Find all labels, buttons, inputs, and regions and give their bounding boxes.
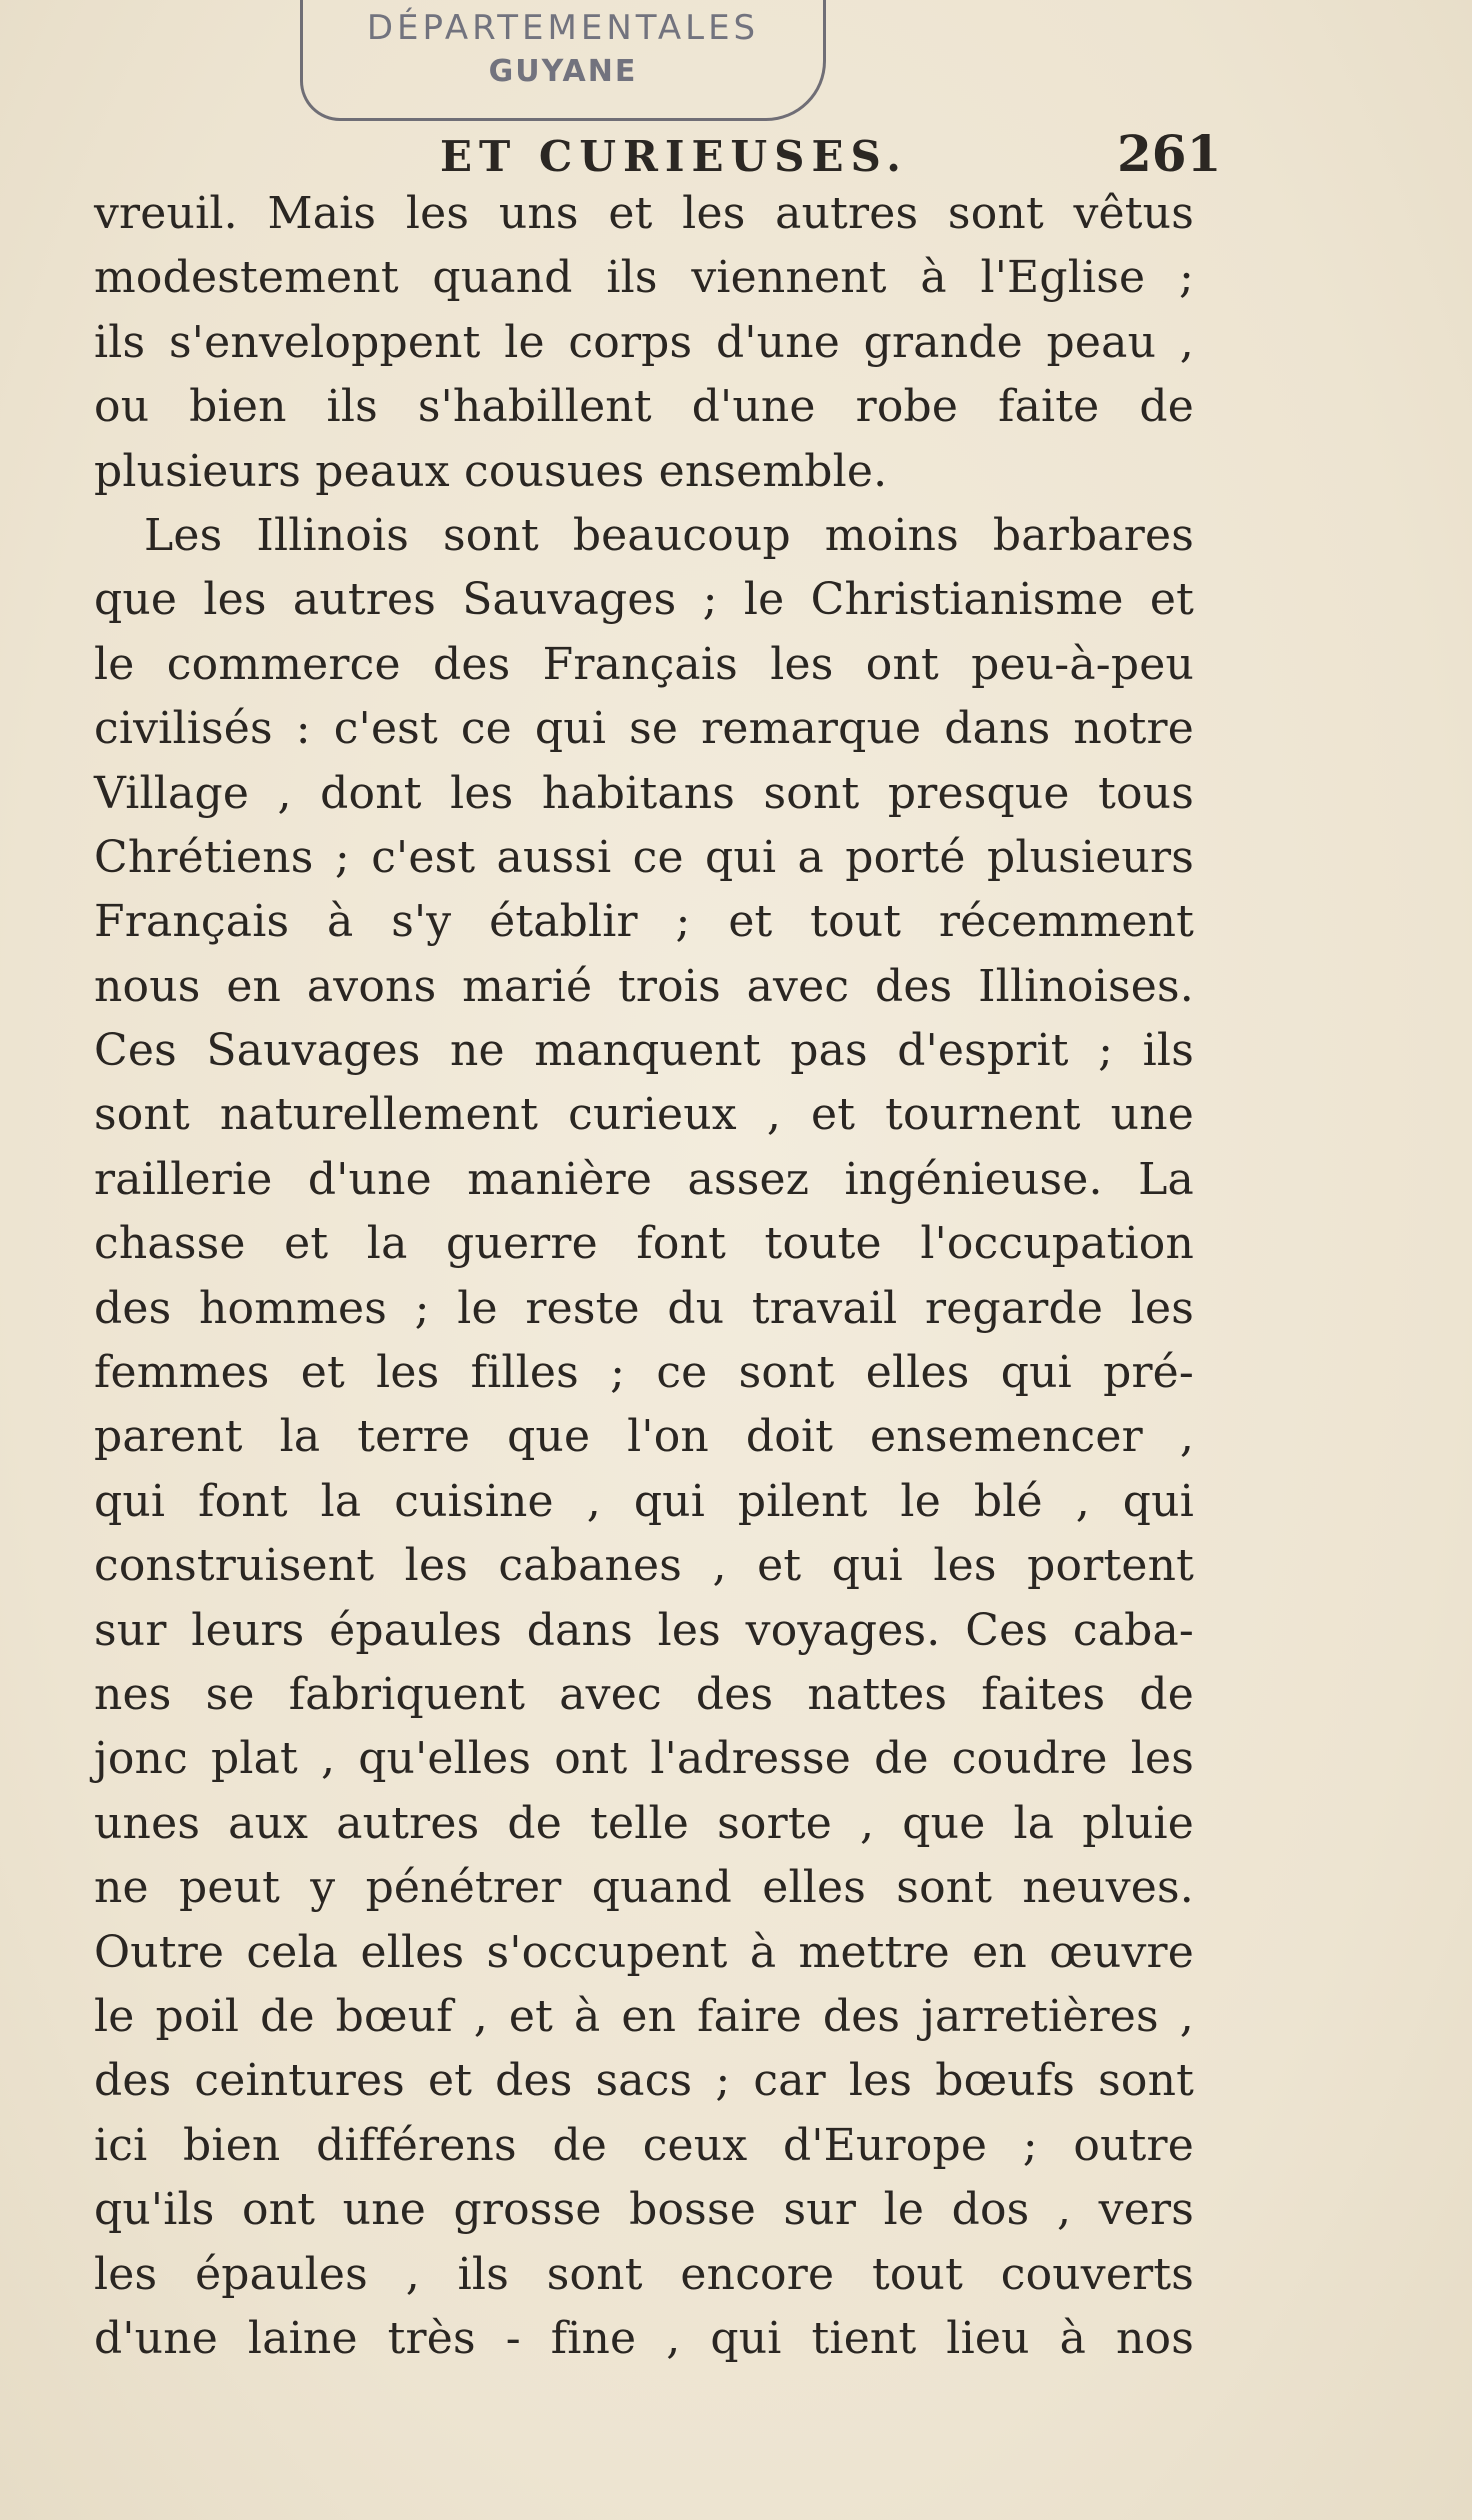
text-line: Les Illinois sont beaucoup moins barbares — [144, 509, 1194, 561]
text-line: d'une laine très - fine , qui tient lieu à nos — [94, 2312, 1194, 2364]
text-line: le poil de bœuf , et à en faire des jarretières , — [94, 1990, 1194, 2042]
text-line: plusieurs peaux cousues ensemble. — [94, 445, 888, 497]
body-text — [94, 182, 1194, 2371]
text-line: nous en avons marié trois avec des Illinoises. — [94, 960, 1194, 1012]
text-line: ils s'enveloppent le corps d'une grande peau , — [94, 316, 1194, 368]
text-line: Chrétiens ; c'est aussi ce qui a porté plusieurs — [94, 831, 1194, 883]
text-line: nes se fabriquent avec des nattes faites de — [94, 1668, 1194, 1720]
text-line: qui font la cuisine , qui pilent le blé , qui — [94, 1475, 1194, 1527]
text-line: ou bien ils s'habillent d'une robe faite de — [94, 381, 1194, 433]
text-line: parent la terre que l'on doit ensemencer , — [94, 1411, 1194, 1463]
text-line: Français à s'y établir ; et tout récemment — [94, 896, 1194, 948]
text-line: des hommes ; le reste du travail regarde les — [94, 1282, 1194, 1334]
text-line: unes aux autres de telle sorte , que la pluie — [94, 1797, 1194, 1849]
text-line: le commerce des Français les ont peu-à-peu — [94, 638, 1194, 690]
text-line: raillerie d'une manière assez ingénieuse. La — [94, 1153, 1194, 1205]
text-line: construisent les cabanes , et qui les portent — [94, 1540, 1194, 1592]
text-line: jonc plat , qu'elles ont l'adresse de coudre les — [94, 1733, 1194, 1785]
text-line: Ces Sauvages ne manquent pas d'esprit ; ils — [94, 1025, 1194, 1077]
page-number: 261 — [1117, 124, 1222, 183]
text-line: civilisés : c'est ce qui se remarque dans notre — [94, 703, 1194, 755]
text-line: que les autres Sauvages ; le Christianisme et — [94, 574, 1194, 626]
stamp-text-top: DÉPARTEMENTALES — [366, 8, 760, 48]
text-line: chasse et la guerre font toute l'occupation — [94, 1218, 1194, 1270]
text-line: sont naturellement curieux , et tournent une — [94, 1089, 1194, 1141]
text-line: ne peut y pénétrer quand elles sont neuves. — [94, 1862, 1194, 1914]
text-line: femmes et les filles ; ce sont elles qui pré- — [94, 1347, 1194, 1399]
stamp-text-bottom: GUYANE — [488, 54, 638, 89]
text-line: Outre cela elles s'occupent à mettre en œuvre — [94, 1926, 1194, 1978]
text-line: les épaules , ils sont encore tout couverts — [94, 2248, 1194, 2300]
text-line: ici bien différens de ceux d'Europe ; outre — [94, 2119, 1194, 2171]
text-line: sur leurs épaules dans les voyages. Ces caba- — [94, 1604, 1194, 1656]
text-line: vreuil. Mais les uns et les autres sont vêtus — [94, 188, 1194, 239]
text-line: qu'ils ont une grosse bosse sur le dos , vers — [94, 2184, 1194, 2236]
text-line: des ceintures et des sacs ; car les bœufs sont — [94, 2055, 1194, 2107]
text-line: modestement quand ils viennent à l'Eglise ; — [94, 252, 1194, 304]
library-stamp — [300, 0, 826, 121]
running-title: ET CURIEUSES. — [440, 132, 908, 181]
text-line: Village , dont les habitans sont presque tous — [94, 767, 1194, 819]
